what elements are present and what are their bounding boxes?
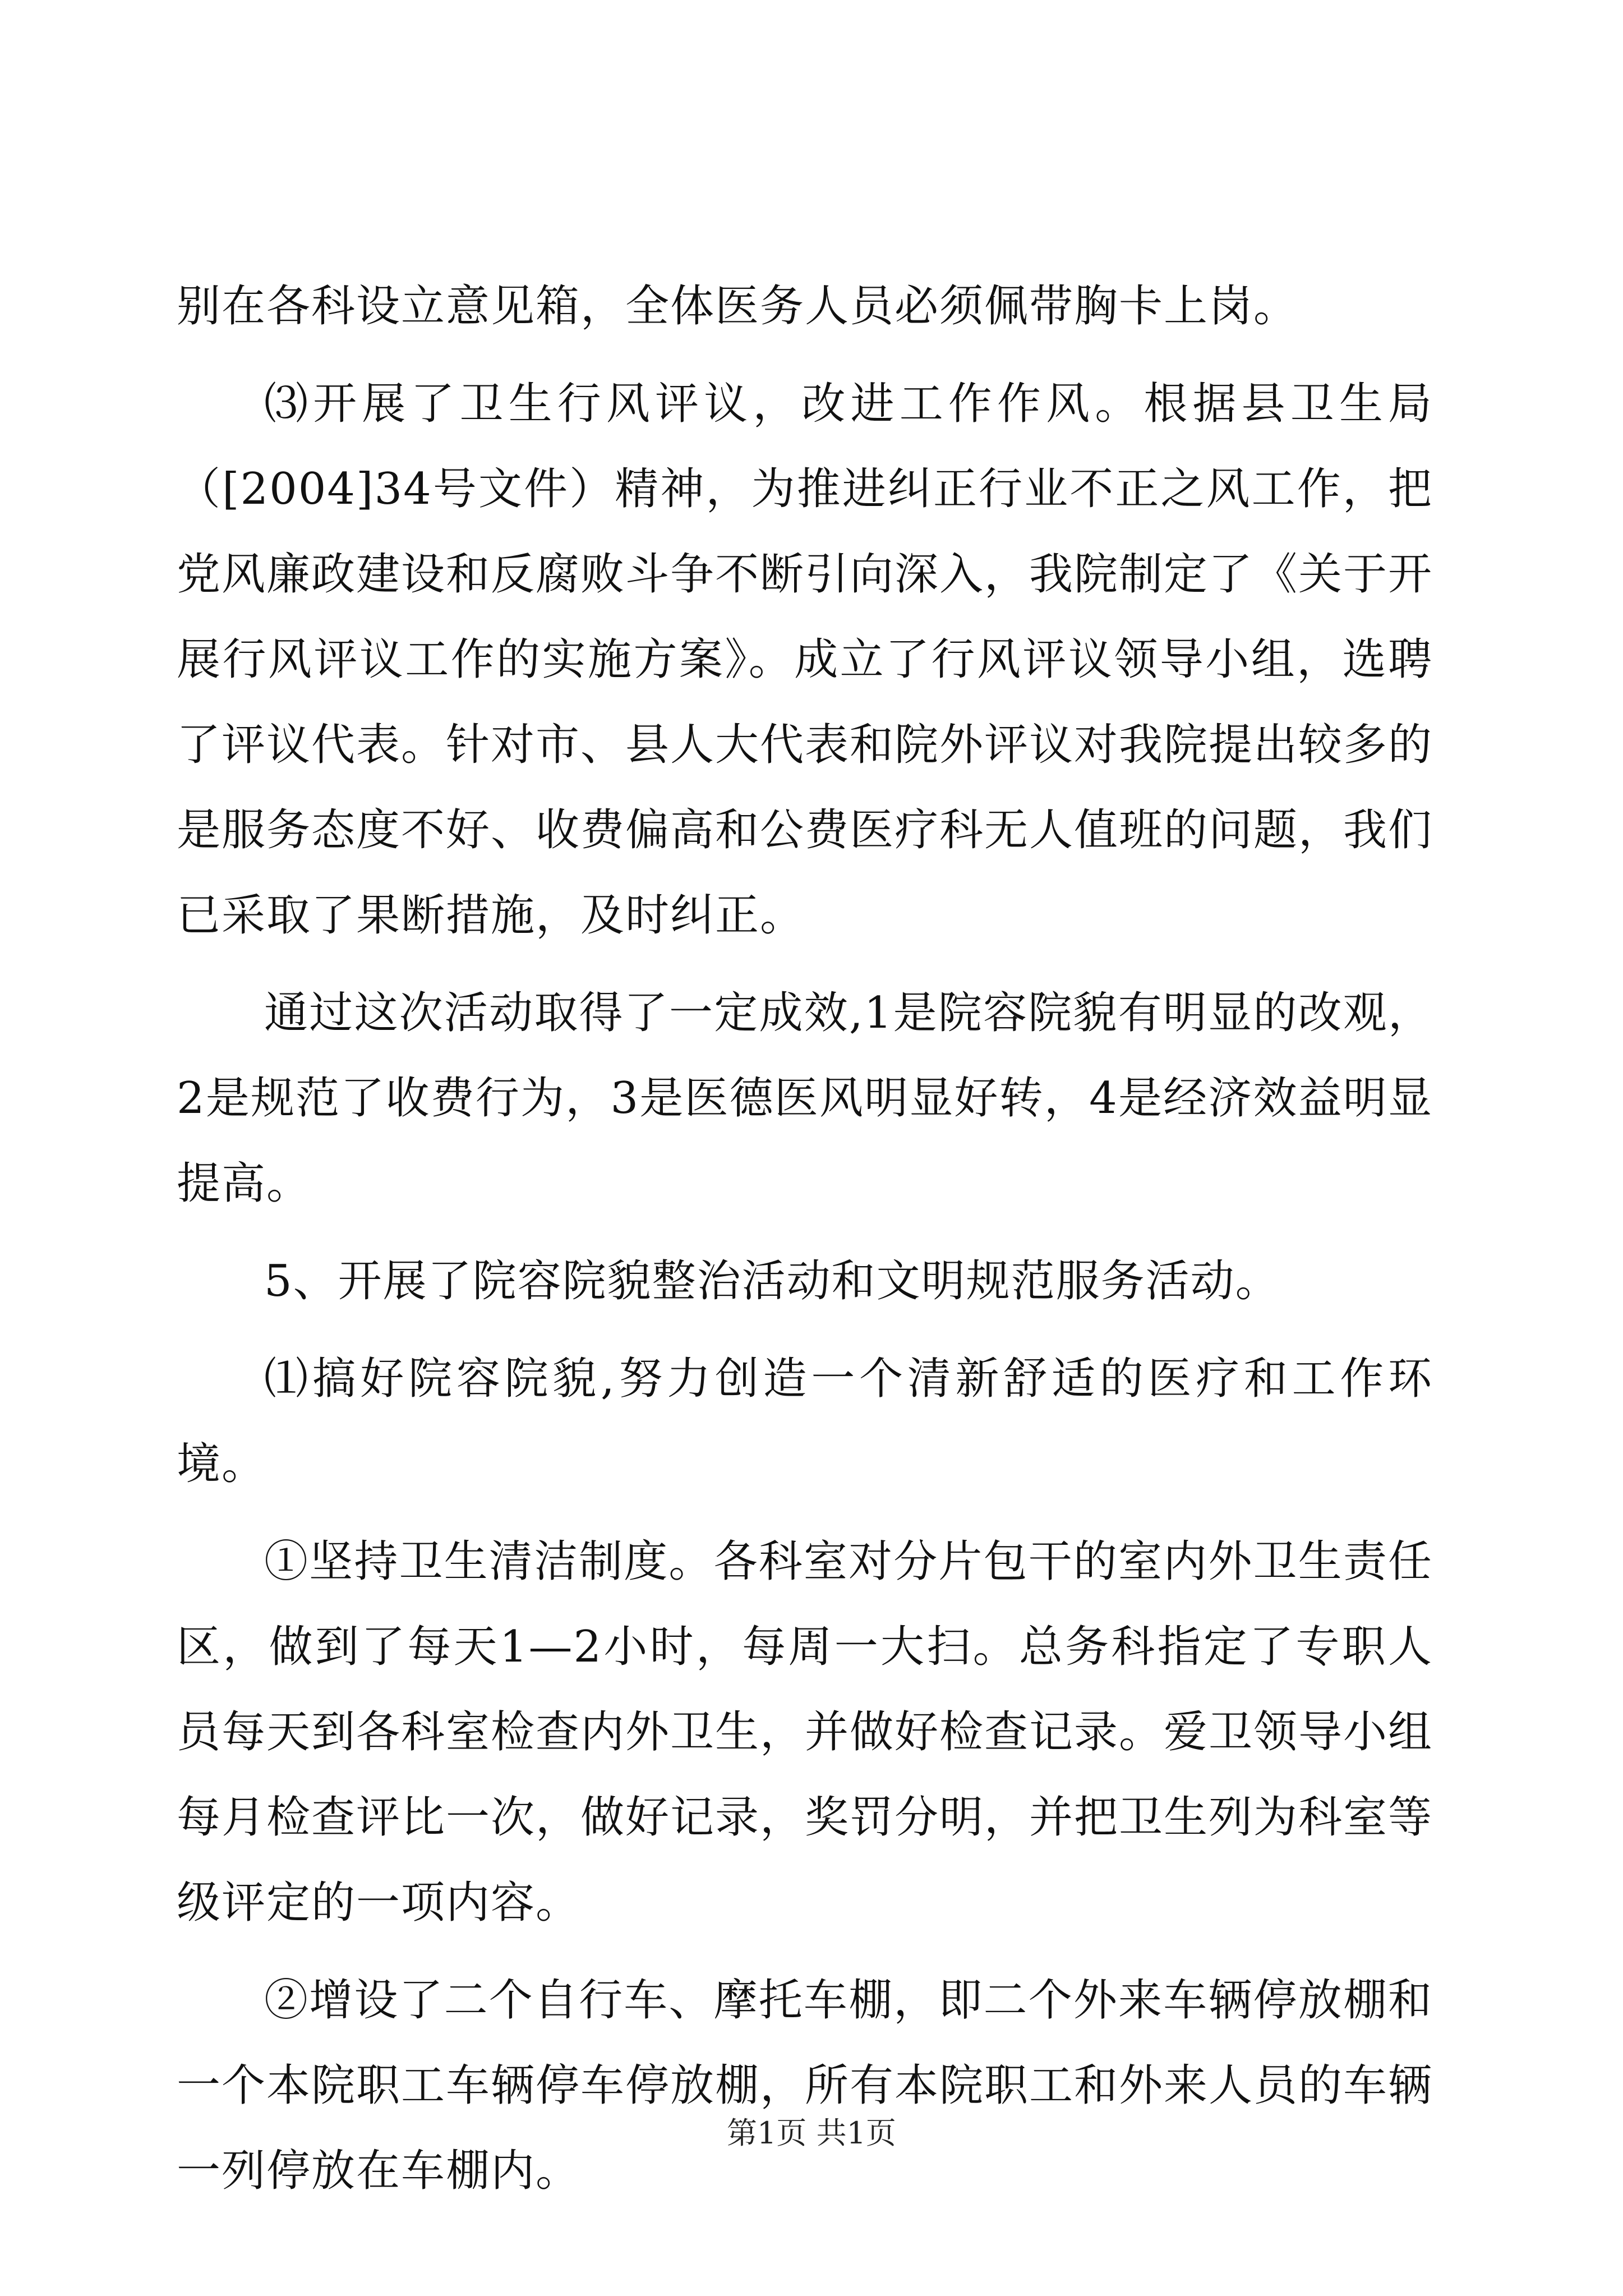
- paragraph-4: 5、开展了院容院貌整治活动和文明规范服务活动。: [264, 1256, 1280, 1306]
- paragraph-5: ⑴搞好院容院貌,努力创造一个清新舒适的医疗和工作环境。: [177, 1354, 1433, 1489]
- paragraph-2: ⑶开展了卫生行风评议，改进工作作风。根据县卫生局（[2004]34号文件）精神，为推进纠正行业不正之风工作，把党风廉政建设和反腐败斗争不断引向深入，我院制定了《关于开展行风评议工作的实施方案》。成立了行风评议领导小组，选聘了评议代表。针对市、县人大代表和院外评议对我院提出较多的是服务态度不好、收费偏高和公费医疗科无人值班的问题，我们已采取了果断措施，及时纠正。: [177, 379, 1433, 941]
- paragraph-7: ②增设了二个自行车、摩托车棚，即二个外来车辆停放棚和一个本院职工车辆停车停放棚，所有本院职工和外来人员的车辆一列停放在车棚内。: [177, 1975, 1433, 2196]
- paragraph-6: ①坚持卫生清洁制度。各科室对分片包干的室内外卫生责任区，做到了每天1—2小时，每周一大扫。总务科指定了专职人员每天到各科室检查内外卫生，并做好检查记录。爱卫领导小组每月检查评比一次，做好记录，奖罚分明，并把卫生列为科室等级评定的一项内容。: [177, 1536, 1433, 1928]
- paragraph-1: 别在各科设立意见箱，全体医务人员必须佩带胸卡上岗。: [177, 281, 1299, 332]
- paragraph-3: 通过这次活动取得了一定成效,1是院容院貌有明显的改观，2是规范了收费行为，3是医德医风明显好转，4是经济效益明显提高。: [177, 988, 1433, 1209]
- document-body: [177, 264, 1433, 2214]
- page-footer: 第1页 共1页: [727, 2115, 896, 2151]
